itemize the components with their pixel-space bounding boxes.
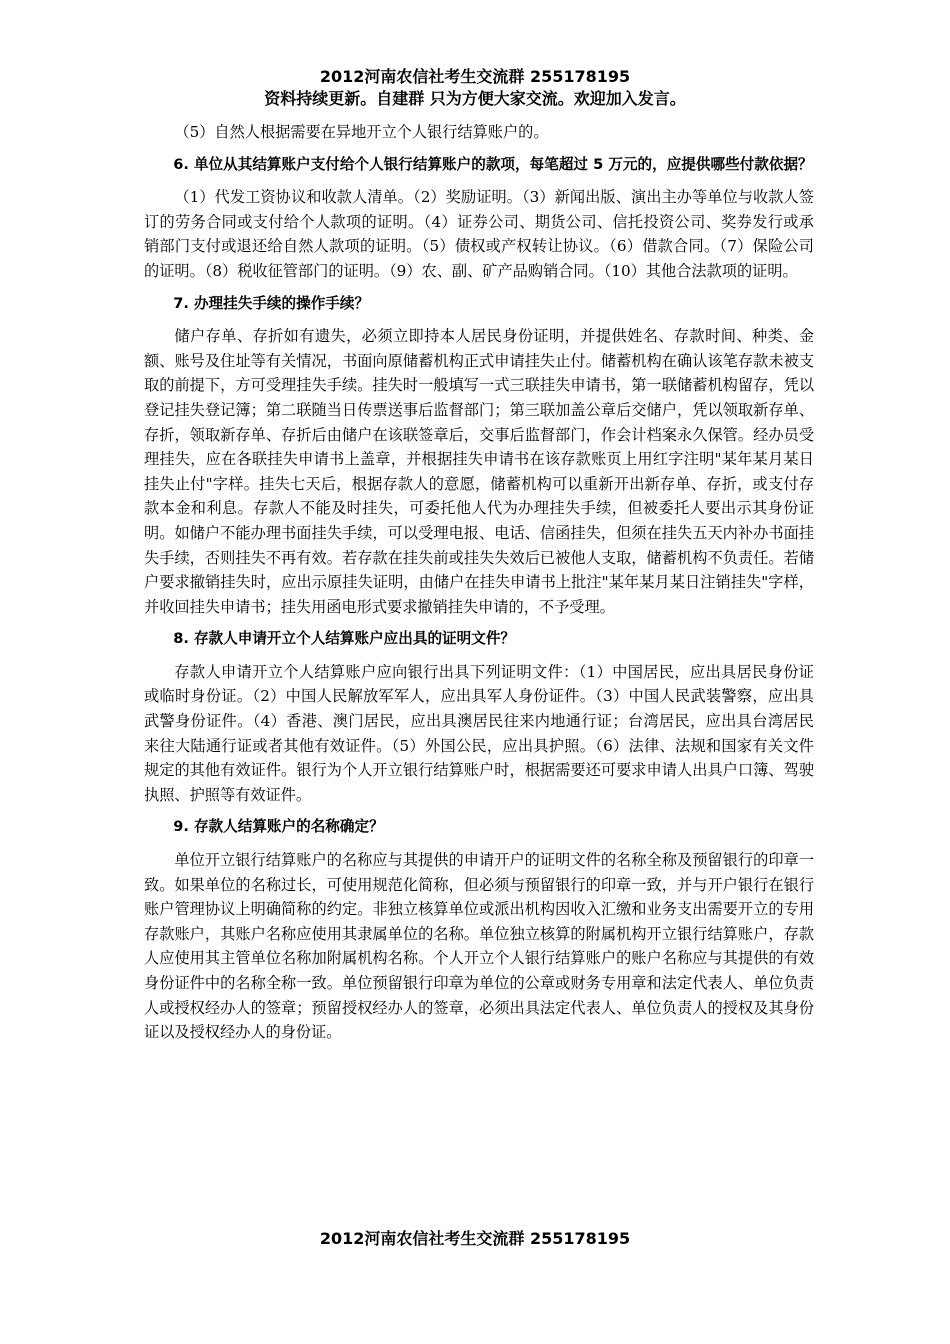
section-heading-7: 7. 办理挂失手续的操作手续？ [173, 294, 370, 312]
page-header [0, 66, 950, 110]
page-footer [0, 1228, 950, 1250]
section-heading-9: 9. 存款人结算账户的名称确定？ [173, 818, 384, 836]
section-body-8: 存款人申请开立个人结算账户应向银行出具下列证明文件：（1）中国居民，应出具居民身份证或临时身份证。（2）中国人民解放军军人，应出具军人身份证件。（3）中国人民武装警察，应出具武警身份证件。（4）香港、澳门居民，应出具澳居民往来内地通行证；台湾居民，应出具台湾居民来往大陆通行证或者其他有效证件。（5）外国公民，应出具护照。（6）法律、法规和国家有关文件规定的其他有效证件。银行为个人开立银行结算账户时，根据需要还可要求申请人出具户口簿、驾驶执照、护照等有效证件。 [144, 662, 814, 804]
footer-group-line: 2012河南农信社考生交流群 255178195 [319, 1229, 631, 1248]
document-body [144, 120, 814, 1045]
header-notice-line: 资料持续更新。自建群 只为方便大家交流。欢迎加入发言。 [264, 89, 686, 108]
section-heading-6: 6. 单位从其结算账户支付给个人银行结算账户的款项，每笔超过 5 万元的，应提供哪些付款依据？ [173, 155, 813, 173]
section-body-6: （1）代发工资协议和收款人清单。（2）奖励证明。（3）新闻出版、演出主办等单位与收款人签订的劳务合同或支付给个人款项的证明。（4）证券公司、期货公司、信托投资公司、奖券发行或承销部门支付或退还给自然人款项的证明。（5）债权或产权转让协议。（6）借款合同。（7）保险公司的证明。（8）税收征管部门的证明。（9）农、副、矿产品购销合同。（10）其他合法款项的证明。 [144, 188, 814, 280]
section-body-7: 储户存单、存折如有遗失，必须立即持本人居民身份证明，并提供姓名、存款时间、种类、金额、账号及住址等有关情况，书面向原储蓄机构正式申请挂失止付。储蓄机构在确认该笔存款未被支取的前提下，方可受理挂失手续。挂失时一般填写一式三联挂失申请书，第一联储蓄机构留存，凭以登记挂失登记簿；第二联随当日传票送事后监督部门；第三联加盖公章后交储户，凭以领取新存单、存折，领取新存单、存折后由储户在该联签章后，交事后监督部门，作会计档案永久保管。经办员受理挂失，应在各联挂失申请书上盖章，并根据挂失申请书在该存款账页上用红字注明"某年某月某日挂失止付"字样。挂失七天后，根据存款人的意愿，储蓄机构可以重新开出新存单、存折，或支付存款本金和利息。存款人不能及时挂失，可委托他人代为办理挂失手续，但被委托人要出示其身份证明。如储户不能办理书面挂失手续，可以受理电报、电话、信函挂失，但须在挂失五天内补办书面挂失手续，否则挂失不再有效。若存款在挂失前或挂失失效后已被他人支取，储蓄机构不负责任。若储户要求撤销挂失时，应出示原挂失证明，由储户在挂失申请书上批注"某年某月某日注销挂失"字样，并收回挂失申请书；挂失用函电形式要求撤销挂失申请的，不予受理。 [144, 327, 814, 616]
intro-item: （5）自然人根据需要在异地开立个人银行结算账户的。 [174, 123, 549, 141]
header-group-line: 2012河南农信社考生交流群 255178195 [319, 67, 631, 86]
section-body-9: 单位开立银行结算账户的名称应与其提供的申请开户的证明文件的名称全称及预留银行的印章一致。如果单位的名称过长，可使用规范化简称，但必须与预留银行的印章一致，并与开户银行在银行账户管理协议上明确简称的约定。非独立核算单位或派出机构因收入汇缴和业务支出需要开立的专用存款账户，其账户名称应使用其隶属单位的名称。单位独立核算的附属机构开立银行结算账户，存款人应使用其主管单位名称加附属机构名称。个人开立个人银行结算账户的账户名称应与其提供的有效身份证件中的名称全称一致。单位预留银行印章为单位的公章或财务专用章和法定代表人、单位负责人或授权经办人的签章；预留授权经办人的签章，必须出具法定代表人、单位负责人的授权及其身份证以及授权经办人的身份证。 [144, 851, 814, 1042]
section-heading-8: 8. 存款人申请开立个人结算账户应出具的证明文件？ [173, 630, 516, 648]
